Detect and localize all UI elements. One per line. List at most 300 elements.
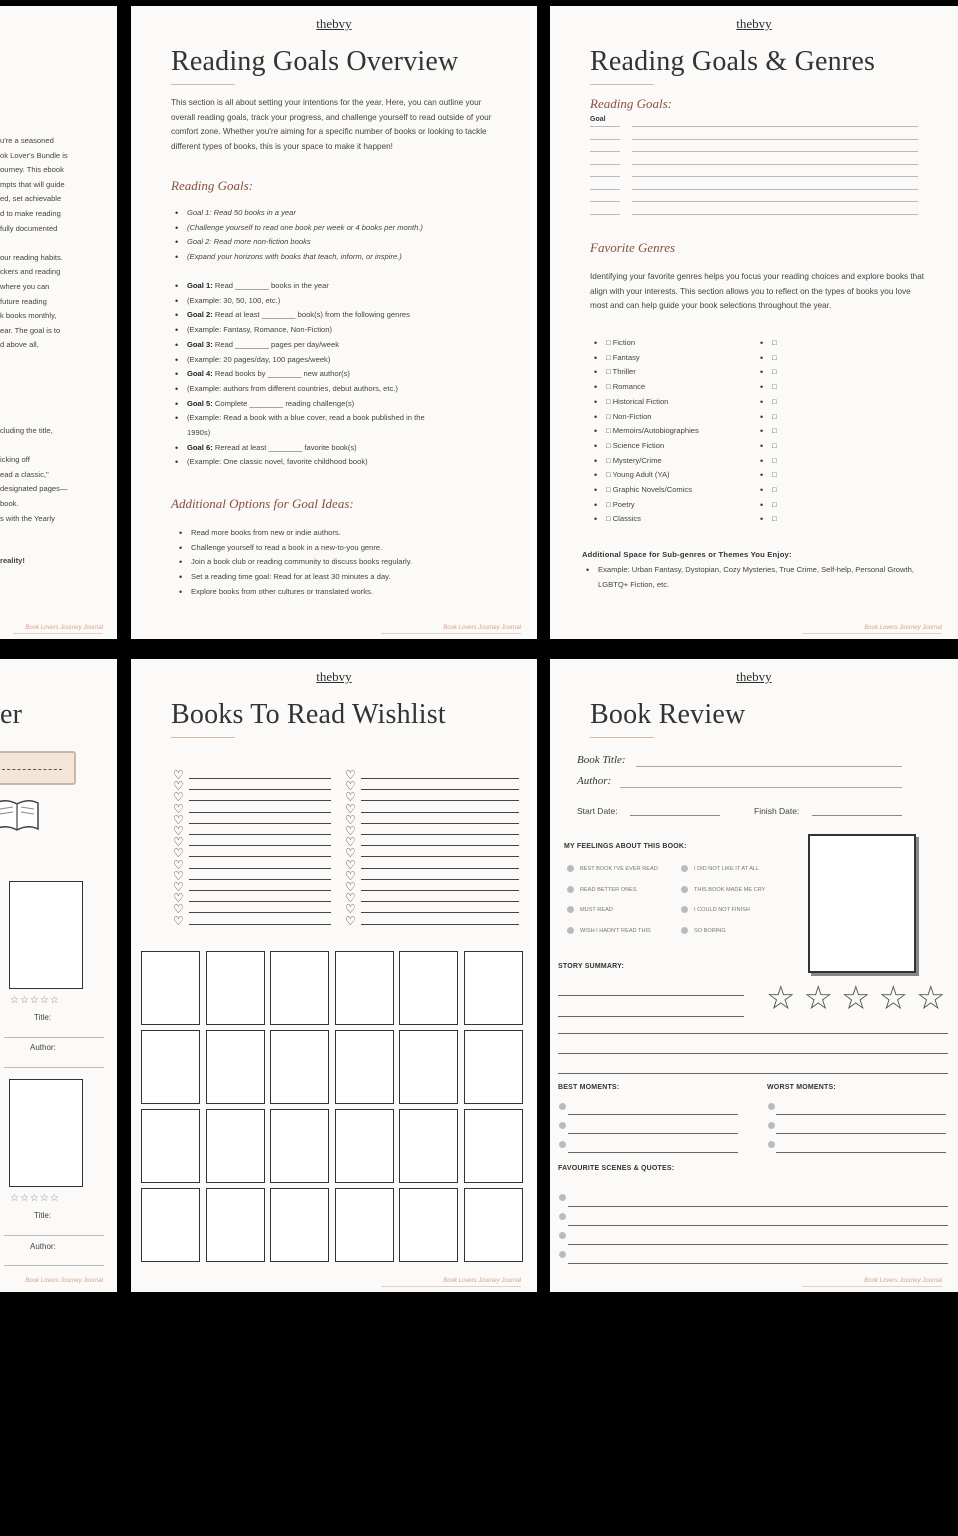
genre-checkbox-item[interactable]: • □ Fantasy — [594, 351, 699, 366]
best-moment-line[interactable] — [568, 1133, 738, 1134]
footer-text: Book Lovers Journey Journal — [443, 1278, 521, 1284]
intro-line: where you can — [0, 282, 50, 291]
name-banner — [0, 751, 76, 785]
heart-icon[interactable]: ♡ — [173, 902, 184, 917]
wishlist-line[interactable] — [189, 778, 331, 779]
blank-genre-checkbox[interactable]: • □ — [760, 410, 777, 425]
bullet-dot — [768, 1122, 775, 1129]
intro-line: ed, set achievable — [0, 194, 62, 204]
footer-line — [381, 633, 521, 634]
cover-slot[interactable] — [206, 951, 265, 1025]
goals-heading: Reading Goals: — [171, 178, 253, 193]
heart-icon[interactable]: ♡ — [345, 868, 356, 883]
cover-slot[interactable] — [141, 951, 200, 1025]
cover-slot[interactable] — [464, 1109, 523, 1183]
cover-slot[interactable] — [270, 951, 329, 1025]
feeling-radio[interactable] — [567, 927, 574, 934]
feeling-label: READ BETTER ONES — [580, 886, 637, 893]
blank-genre-checkbox[interactable]: • □ — [760, 365, 777, 380]
goal-long-line[interactable] — [632, 126, 918, 127]
summary-line[interactable] — [558, 1073, 948, 1074]
page-title: Reading Goals Overview — [171, 46, 459, 77]
summary-heading: STORY SUMMARY: — [558, 963, 625, 970]
cover-slot[interactable] — [335, 1188, 394, 1262]
option-item: • Join a book club or reading community to discuss books regularly. — [179, 555, 412, 570]
heart-icon[interactable]: ♡ — [345, 835, 356, 850]
goal-item — [175, 338, 425, 353]
cover-slot[interactable] — [399, 951, 458, 1025]
heart-icon[interactable]: ♡ — [345, 880, 356, 894]
brand-logo: thebvy — [316, 669, 352, 684]
extra-list — [586, 563, 916, 592]
book-cover-box[interactable] — [9, 1079, 83, 1187]
intro-text: This section is all about setting your intentions for the year. Here, you can outline your overall reading goals, track your progress, and challenge yourself to read outside of your comfort zone. Whether you're aiming for a specific number of books or looking to tackle different types of books, this is your space to make it happen! — [171, 98, 492, 151]
bullet-dot — [559, 1141, 566, 1148]
rating-stars[interactable]: ☆☆☆☆☆ — [10, 1193, 60, 1204]
goal-item — [175, 294, 425, 309]
goal-short-line[interactable] — [590, 176, 620, 177]
summary-line[interactable] — [558, 1033, 948, 1034]
example-goal-item: • Goal 1: Read 50 books in a year — [175, 206, 423, 221]
page-title: Books To Read Wishlist — [171, 699, 446, 730]
cover-slot[interactable] — [399, 1109, 458, 1183]
blank-genre-checkbox[interactable]: • □ — [760, 483, 777, 498]
intro-line: ourney. This ebook — [0, 165, 64, 175]
bullet-dot — [559, 1122, 566, 1129]
genre-checkbox-item[interactable]: • □ Romance — [594, 380, 699, 395]
wishlist-line[interactable] — [189, 845, 331, 846]
feeling-label: WISH I HADN'T READ THIS — [580, 927, 651, 934]
title-divider — [171, 737, 235, 738]
footer-text: Book Lovers Journey Journal — [443, 625, 521, 631]
intro-line: mpts that will guide — [0, 179, 65, 189]
feeling-label: I COULD NOT FINISH — [694, 907, 750, 913]
finish-date-line[interactable] — [812, 815, 902, 816]
book-cover-box[interactable] — [9, 881, 83, 989]
genre-checkbox-item[interactable]: • □ Classics — [594, 512, 699, 527]
cover-slot[interactable] — [270, 1109, 329, 1183]
book-cover-box[interactable] — [808, 834, 916, 973]
best-moment-line[interactable] — [568, 1152, 738, 1153]
blank-genre-checkbox[interactable]: • □ — [760, 512, 777, 527]
genre-checkbox-item[interactable]: • □ Young Adult (YA) — [594, 468, 699, 483]
cover-slot[interactable] — [335, 1109, 394, 1183]
summary-line[interactable] — [558, 995, 744, 996]
footer-line — [13, 633, 103, 634]
cover-slot[interactable] — [141, 1030, 200, 1104]
goal-label: Goal 5: — [187, 398, 213, 408]
author-line — [4, 1265, 104, 1266]
wishlist-line[interactable] — [189, 856, 331, 857]
feeling-radio[interactable] — [681, 865, 688, 872]
intro-line: ear. The goal is to — [0, 325, 61, 335]
goal-item — [175, 455, 425, 470]
page-tracker-cropped — [0, 659, 117, 1292]
heart-icon[interactable]: ♡ — [173, 913, 184, 928]
goal-item — [175, 367, 425, 382]
intro-line: cluding the title, — [0, 426, 53, 435]
intro-line: d to make reading — [0, 209, 61, 218]
wishlist-line[interactable] — [189, 890, 331, 891]
intro-line: ead a classic," — [0, 469, 49, 479]
bullet-dot — [559, 1194, 566, 1201]
heart-icon[interactable]: ♡ — [345, 790, 356, 805]
intro-line: future reading — [0, 296, 47, 306]
feeling-label: THIS BOOK MADE ME CRY — [694, 886, 766, 893]
page-title-fragment: er — [0, 699, 23, 730]
wishlist-line[interactable] — [189, 789, 331, 790]
heart-icon[interactable]: ♡ — [345, 846, 356, 861]
star-icon[interactable]: ☆ — [916, 979, 946, 1016]
brand-logo: thebvy — [736, 669, 772, 684]
option-item: • Set a reading time goal: Read for at least 30 minutes a day. — [179, 570, 412, 585]
goal-item — [175, 279, 425, 294]
blank-genre-checkbox[interactable]: • □ — [760, 439, 777, 454]
wishlist-line[interactable] — [189, 823, 331, 824]
genre-checkbox-item[interactable]: • □ Fiction — [594, 336, 699, 351]
title-label: Title: — [34, 1013, 52, 1022]
page-reading-goals-genres — [550, 6, 958, 639]
star-icon[interactable]: ☆ — [766, 979, 796, 1016]
wishlist-line[interactable] — [189, 868, 331, 869]
goal-item — [175, 441, 425, 456]
intro-line: s with the Yearly — [0, 513, 55, 523]
finish-date-label: Finish Date: — [754, 806, 800, 816]
page-title: Book Review — [590, 699, 746, 730]
goal-long-line[interactable] — [632, 151, 918, 152]
goal-short-line[interactable] — [590, 139, 620, 140]
feeling-label: MUST READ — [580, 907, 613, 913]
goal-short-line[interactable] — [590, 214, 620, 215]
feeling-label: I DID NOT LIKE IT AT ALL — [694, 866, 760, 872]
options-list — [179, 526, 412, 600]
title-label: Title: — [34, 1211, 52, 1220]
brand-logo: thebvy — [316, 16, 352, 31]
heart-icon[interactable]: ♡ — [173, 768, 184, 782]
goal-text[interactable]: (Example: 30, 50, 100, etc.) — [187, 295, 281, 305]
goal-short-line[interactable] — [590, 126, 620, 127]
genre-checkbox-item[interactable]: • □ Thriller — [594, 365, 699, 380]
feeling-radio[interactable] — [681, 906, 688, 913]
goal-text[interactable]: 1990s) — [187, 428, 211, 438]
page-reading-goals-overview — [131, 6, 537, 639]
goal-text[interactable]: (Example: authors from different countries, debut authors, etc.) — [187, 383, 398, 393]
cover-slot[interactable] — [464, 1030, 523, 1104]
title-divider — [590, 737, 654, 738]
goal-item — [175, 323, 425, 338]
heart-icon[interactable]: ♡ — [345, 801, 356, 816]
cover-slot[interactable] — [206, 1030, 265, 1104]
intro-line: icking off — [0, 455, 30, 465]
example-goal-item: • (Expand your horizons with books that teach, inform, or inspire.) — [175, 250, 423, 265]
cover-slot[interactable] — [335, 1030, 394, 1104]
feeling-radio[interactable] — [567, 886, 574, 893]
goal-item — [175, 411, 425, 426]
heart-icon[interactable]: ♡ — [345, 891, 356, 906]
footer-line — [381, 1286, 521, 1287]
footer-line — [802, 633, 942, 634]
goal-label: Goal 3: — [187, 339, 213, 349]
intro-line: fully documented — [0, 223, 58, 233]
example-goals-list — [175, 206, 423, 265]
genre-checkbox-item[interactable]: • □ Poetry — [594, 498, 699, 513]
goal-label: Goal 2: — [187, 310, 213, 320]
options-heading: Additional Options for Goal Ideas: — [171, 496, 354, 511]
goal-text[interactable]: Read books by ________ new author(s) — [214, 369, 350, 379]
author-label: Author: — [577, 775, 612, 787]
intro-line: our reading habits. — [0, 252, 63, 262]
goal-long-line[interactable] — [632, 201, 918, 202]
blank-genre-checkbox[interactable]: • □ — [760, 498, 777, 513]
heart-icon[interactable]: ♡ — [173, 812, 184, 827]
goal-long-line[interactable] — [632, 139, 918, 140]
goal-short-line[interactable] — [590, 201, 620, 202]
footer-text: Book Lovers Journey Journal — [25, 625, 103, 631]
goals-list — [175, 279, 425, 470]
goal-item — [175, 353, 425, 368]
extra-heading: Additional Space for Sub-genres or Themes You Enjoy: — [582, 550, 792, 559]
intro-line: book. — [0, 499, 19, 508]
wishlist-line[interactable] — [361, 912, 519, 913]
example-goal-item: • (Challenge yourself to read one book per week or 4 books per month.) — [175, 221, 423, 236]
goal-text[interactable]: (Example: Fantasy, Romance, Non-Fiction) — [187, 325, 333, 335]
goal-text[interactable]: Read ________ books in the year — [214, 281, 329, 290]
goal-long-line[interactable] — [632, 164, 918, 165]
goal-label: Goal 4: — [187, 369, 213, 379]
cover-slot[interactable] — [464, 951, 523, 1025]
extra-example: • Example: Urban Fantasy, Dystopian, Cozy Mysteries, True Crime, Self-help, Personal Growth, LGBTQ+ Fiction, etc. — [586, 563, 916, 592]
worst-moment-line[interactable] — [776, 1152, 946, 1153]
goal-text[interactable]: Reread at least ________ favorite book(s) — [214, 442, 357, 452]
intro-line: d above all, — [0, 340, 39, 350]
heart-icon[interactable]: ♡ — [345, 857, 356, 872]
page-title: Reading Goals & Genres — [590, 46, 876, 77]
bullet-dot — [559, 1103, 566, 1110]
blank-genres-list — [760, 336, 777, 527]
blank-genre-checkbox[interactable]: • □ — [760, 351, 777, 366]
quote-line[interactable] — [568, 1244, 948, 1245]
option-item: • Challenge yourself to read a book in a new-to-you genre. — [179, 541, 412, 556]
heart-icon[interactable]: ♡ — [173, 779, 184, 794]
cover-slot[interactable] — [335, 951, 394, 1025]
start-date-label: Start Date: — [577, 806, 618, 816]
author-label: Author: — [30, 1043, 56, 1052]
favorite-genres-heading: Favorite Genres — [590, 240, 676, 255]
genre-checkbox-item[interactable]: • □ Science Fiction — [594, 439, 699, 454]
cover-slot[interactable] — [399, 1030, 458, 1104]
heart-icon[interactable]: ♡ — [345, 768, 356, 782]
cover-slot[interactable] — [141, 1109, 200, 1183]
option-item: • Read more books from new or indie authors. — [179, 526, 412, 541]
goals-heading: Reading Goals: — [590, 96, 672, 111]
heart-icon[interactable]: ♡ — [345, 902, 356, 917]
worst-moments-heading: WORST MOMENTS: — [767, 1084, 836, 1091]
start-date-line[interactable] — [630, 815, 720, 816]
heart-icon[interactable]: ♡ — [173, 835, 184, 850]
goal-text[interactable]: Read ________ pages per day/week — [214, 339, 340, 349]
genre-checkbox-item[interactable]: • □ Memoirs/Autobiographies — [594, 424, 699, 439]
best-moments-heading: BEST MOMENTS: — [558, 1084, 620, 1091]
feeling-radio[interactable] — [567, 865, 574, 872]
wishlist-line[interactable] — [189, 912, 331, 913]
wishlist-line[interactable] — [189, 834, 331, 835]
wishlist-line[interactable] — [361, 901, 519, 902]
goal-item — [175, 308, 425, 323]
genre-checkbox-item[interactable]: • □ Historical Fiction — [594, 395, 699, 410]
heart-icon[interactable]: ♡ — [173, 857, 184, 872]
feeling-label: BEST BOOK I'VE EVER READ — [580, 866, 658, 872]
heart-icon[interactable]: ♡ — [173, 880, 184, 894]
goal-item — [175, 382, 425, 397]
option-item: • Explore books from other cultures or translated works. — [179, 585, 412, 600]
heart-icon[interactable]: ♡ — [173, 868, 184, 883]
author-label: Author: — [30, 1242, 56, 1251]
page-books-to-read-wishlist — [131, 659, 537, 1292]
feeling-radio[interactable] — [681, 927, 688, 934]
brand-logo: thebvy — [736, 16, 772, 31]
intro-line: designated pages— — [0, 484, 68, 494]
wishlist-line[interactable] — [189, 879, 331, 880]
book-title-line[interactable] — [636, 766, 902, 767]
wishlist-line[interactable] — [189, 800, 331, 801]
wishlist-line[interactable] — [361, 789, 519, 790]
quote-line[interactable] — [568, 1263, 948, 1264]
heart-icon[interactable]: ♡ — [173, 801, 184, 816]
footer-text: Book Lovers Journey Journal — [864, 1278, 942, 1284]
reality-text: reality! — [0, 556, 25, 565]
heart-icon[interactable]: ♡ — [173, 824, 184, 838]
goal-text[interactable]: Read at least ________ book(s) from the following genres — [214, 310, 410, 320]
star-icon[interactable]: ☆ — [803, 979, 834, 1016]
goal-item — [175, 426, 425, 441]
worst-moment-line[interactable] — [776, 1133, 946, 1134]
cover-slot[interactable] — [464, 1188, 523, 1262]
title-line — [4, 1235, 104, 1236]
quote-line[interactable] — [568, 1206, 948, 1207]
quote-line[interactable] — [568, 1225, 948, 1226]
goal-column-label: Goal — [590, 116, 606, 123]
cover-slot[interactable] — [270, 1030, 329, 1104]
blank-genre-checkbox[interactable]: • □ — [760, 336, 777, 351]
heart-icon[interactable]: ♡ — [345, 824, 356, 838]
wishlist-line[interactable] — [189, 812, 331, 813]
goal-long-line[interactable] — [632, 189, 918, 190]
genre-checkbox-item[interactable]: • □ Non-Fiction — [594, 410, 699, 425]
author-line — [4, 1067, 104, 1068]
wishlist-line[interactable] — [361, 812, 519, 813]
blank-genre-checkbox[interactable]: • □ — [760, 395, 777, 410]
genre-checkbox-item[interactable]: • □ Graphic Novels/Comics — [594, 483, 699, 498]
intro-line: u're a seasoned — [0, 136, 54, 145]
feelings-heading: MY FEELINGS ABOUT THIS BOOK: — [564, 843, 687, 850]
wishlist-line[interactable] — [361, 924, 519, 925]
footer-line — [802, 1286, 942, 1287]
star-icon[interactable]: ☆ — [841, 979, 871, 1016]
wishlist-line[interactable] — [361, 856, 519, 857]
blank-genre-checkbox[interactable]: • □ — [760, 424, 777, 439]
summary-line[interactable] — [558, 1016, 744, 1017]
intro-line: ok Lover's Bundle is — [0, 150, 68, 160]
best-moment-line[interactable] — [568, 1114, 738, 1115]
title-line — [4, 1037, 104, 1038]
book-title-label: Book Title: — [577, 754, 626, 766]
goal-long-line[interactable] — [632, 176, 918, 177]
example-goal-item: • Goal 2: Read more non-fiction books — [175, 235, 423, 250]
blank-genre-checkbox[interactable]: • □ — [760, 380, 777, 395]
heart-icon[interactable]: ♡ — [173, 891, 184, 906]
wishlist-line[interactable] — [361, 823, 519, 824]
cover-slot[interactable] — [141, 1188, 200, 1262]
feeling-radio[interactable] — [567, 906, 574, 913]
wishlist-line[interactable] — [361, 800, 519, 801]
goal-text[interactable]: (Example: Read a book with a blue cover, read a book published in the — [187, 413, 425, 423]
cover-slot[interactable] — [206, 1188, 265, 1262]
page-book-review — [550, 659, 958, 1292]
genres-intro: Identifying your favorite genres helps you focus your reading choices and explore books that align with your interests. This section allows you to reflect on the types of books you love most and can help guide your book selections throughout the year. — [590, 272, 925, 310]
title-divider — [590, 84, 654, 85]
bullet-dot — [768, 1141, 775, 1148]
genre-checkbox-item[interactable]: • □ Mystery/Crime — [594, 454, 699, 469]
cover-slot[interactable] — [206, 1109, 265, 1183]
wishlist-line[interactable] — [361, 879, 519, 880]
footer-text: Book Lovers Journey Journal — [864, 625, 942, 631]
cover-slot[interactable] — [270, 1188, 329, 1262]
intro-line: ckers and reading — [0, 267, 61, 277]
wishlist-line[interactable] — [361, 868, 519, 869]
blank-genre-checkbox[interactable]: • □ — [760, 468, 777, 483]
heart-icon[interactable]: ♡ — [345, 812, 356, 827]
worst-moment-line[interactable] — [776, 1114, 946, 1115]
feeling-radio[interactable] — [681, 886, 688, 893]
heart-icon[interactable]: ♡ — [173, 846, 184, 861]
summary-line[interactable] — [558, 1053, 948, 1054]
rating-stars[interactable]: ☆☆☆☆☆ — [10, 995, 60, 1006]
goal-short-line[interactable] — [590, 164, 620, 165]
bullet-dot — [559, 1251, 566, 1258]
quotes-heading: FAVOURITE SCENES & QUOTES: — [558, 1165, 675, 1172]
blank-genre-checkbox[interactable]: • □ — [760, 454, 777, 469]
open-book-illustration — [0, 795, 40, 835]
author-line[interactable] — [620, 787, 902, 788]
goal-text[interactable]: (Example: 20 pages/day, 100 pages/week) — [187, 354, 331, 364]
goal-text[interactable]: (Example: One classic novel, favorite childhood book) — [187, 457, 368, 467]
wishlist-line[interactable] — [189, 924, 331, 925]
title-divider — [171, 84, 235, 85]
wishlist-line[interactable] — [361, 890, 519, 891]
goal-item — [175, 397, 425, 412]
wishlist-line[interactable] — [361, 834, 519, 835]
goal-long-line[interactable] — [632, 214, 918, 215]
heart-icon[interactable]: ♡ — [173, 790, 184, 805]
wishlist-line[interactable] — [361, 845, 519, 846]
goal-short-line[interactable] — [590, 189, 620, 190]
bullet-dot — [768, 1103, 775, 1110]
heart-icon[interactable]: ♡ — [345, 779, 356, 794]
page-intro-cropped — [0, 6, 117, 639]
bullet-dot — [559, 1232, 566, 1239]
wishlist-line[interactable] — [361, 778, 519, 779]
genres-list — [594, 336, 699, 527]
goal-short-line[interactable] — [590, 151, 620, 152]
heart-icon[interactable]: ♡ — [345, 913, 356, 928]
star-icon[interactable]: ☆ — [878, 979, 909, 1016]
feeling-label: SO BORING — [694, 927, 726, 934]
goal-label: Goal 1: — [187, 281, 213, 290]
goal-text[interactable]: Complete ________ reading challenge(s) — [214, 398, 355, 408]
bullet-dot — [559, 1213, 566, 1220]
wishlist-line[interactable] — [189, 901, 331, 902]
cover-slot[interactable] — [399, 1188, 458, 1262]
